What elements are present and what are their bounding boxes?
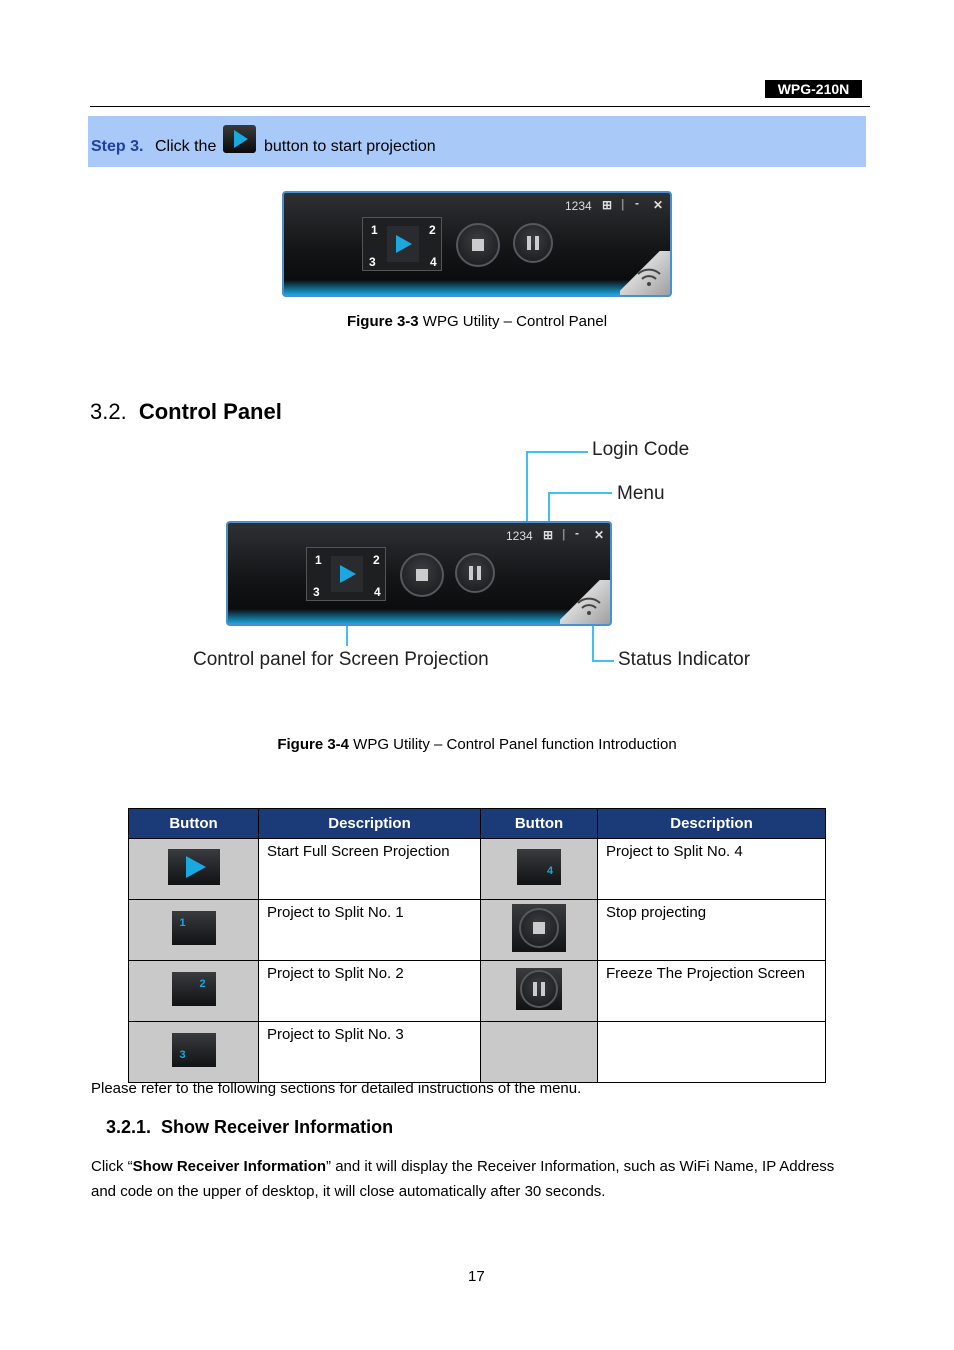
split-3-label: 3 [369,255,376,269]
receiver-info-paragraph [91,1154,851,1204]
description: Freeze The Projection Screen [598,961,826,1022]
section-title [90,399,282,425]
page-number: 17 [468,1268,485,1285]
figure-3-4-caption [0,736,954,753]
stop-icon [512,904,566,952]
icon-cell [129,839,259,900]
wifi-status-icon [560,580,612,626]
step-text-after: button to start projection [264,138,436,155]
split-3-label: 3 [313,585,320,599]
menu-line-h [548,492,612,494]
table-header-row [129,809,826,839]
status-line-h [592,660,614,662]
status-line-v [592,625,594,661]
control-panel-callout: Control panel for Screen Projection [193,649,489,670]
col-button: Button [129,809,259,839]
split-4-label: 4 [430,255,437,269]
login-code: 1234 [565,199,592,213]
login-code: 1234 [506,529,533,543]
description [598,1022,826,1083]
split-3-icon: 3 [172,1033,216,1067]
split-1-icon: 1 [172,911,216,945]
para-suffix: ” and it will display the Receiver Information, such as WiFi Name, IP Address and code on the upper of desktop, it will close automatically after 30 seconds. [91,1158,835,1200]
refer-text: Please refer to the following sections for detailed instructions of the menu. [91,1080,582,1097]
figure-text: WPG Utility – Control Panel [418,313,608,330]
split-grid[interactable] [306,547,386,601]
description: Project to Split No. 3 [259,1022,481,1083]
divider: | [621,197,625,211]
figure-label: Figure 3-4 [277,736,350,753]
icon-cell [129,961,259,1022]
close-icon[interactable]: ✕ [594,528,605,542]
status-callout: Status Indicator [618,649,751,670]
play-icon[interactable] [387,226,419,262]
split-2-label: 2 [373,553,380,567]
description: Project to Split No. 4 [598,839,826,900]
grid-menu-icon[interactable]: ⊞ [602,198,613,212]
description: Stop projecting [598,900,826,961]
para-bold: Show Receiver Information [132,1158,327,1175]
icon-cell [481,1022,598,1083]
description: Project to Split No. 1 [259,900,481,961]
description: Project to Split No. 2 [259,961,481,1022]
split-1-label: 1 [315,553,322,567]
wifi-status-icon [620,251,672,297]
menu-line-v [548,492,550,521]
login-line-h [526,451,588,453]
pause-icon [516,968,562,1010]
pause-button[interactable] [455,553,495,593]
split-2-icon: 2 [172,972,216,1006]
stop-icon [472,239,484,251]
control-panel-figure [282,191,672,297]
stop-button[interactable] [456,223,500,267]
table-row [129,839,826,900]
col-button: Button [481,809,598,839]
col-description: Description [598,809,826,839]
menu-callout: Menu [617,483,665,504]
para-prefix: Click “ [91,1158,133,1175]
play-icon [168,849,220,885]
minimize-icon[interactable]: - [635,196,639,210]
icon-cell [129,900,259,961]
table-row [129,900,826,961]
stop-icon [416,569,428,581]
icon-cell [129,1022,259,1083]
table-row [129,961,826,1022]
figure-label: Figure 3-3 [346,313,419,330]
section-name: Control Panel [138,399,282,424]
minimize-icon[interactable]: - [575,526,579,540]
play-icon[interactable] [331,556,363,592]
figure-text: WPG Utility – Control Panel function Introduction [349,736,677,753]
divider: | [562,527,566,541]
stop-button[interactable] [400,553,444,597]
icon-cell [481,900,598,961]
col-description: Description [259,809,481,839]
subsection-title: 3.2.1. Show Receiver Information [106,1117,394,1137]
close-icon[interactable]: ✕ [653,198,664,212]
split-4-icon: 4 [517,849,561,885]
model-badge: WPG-210N [765,80,862,98]
split-1-label: 1 [371,223,378,237]
step-text-before: Click the [155,138,217,155]
pause-icon [469,566,481,580]
description: Start Full Screen Projection [259,839,481,900]
header-rule [90,106,870,107]
icon-cell [481,839,598,900]
split-2-label: 2 [429,223,436,237]
login-line-v [526,451,528,521]
figure-3-3-caption [0,313,954,330]
table-row [129,1022,826,1083]
pause-button[interactable] [513,223,553,263]
play-icon [223,125,256,153]
section-number: 3.2. [90,399,127,424]
login-code-callout: Login Code [592,439,690,460]
split-4-label: 4 [374,585,381,599]
button-table [128,808,826,1083]
split-grid[interactable] [362,217,442,271]
step-number: Step 3. [91,138,144,155]
control-panel-figure-annotated [226,521,612,626]
pause-icon [527,236,539,250]
icon-cell [481,961,598,1022]
grid-menu-icon[interactable]: ⊞ [543,528,554,542]
